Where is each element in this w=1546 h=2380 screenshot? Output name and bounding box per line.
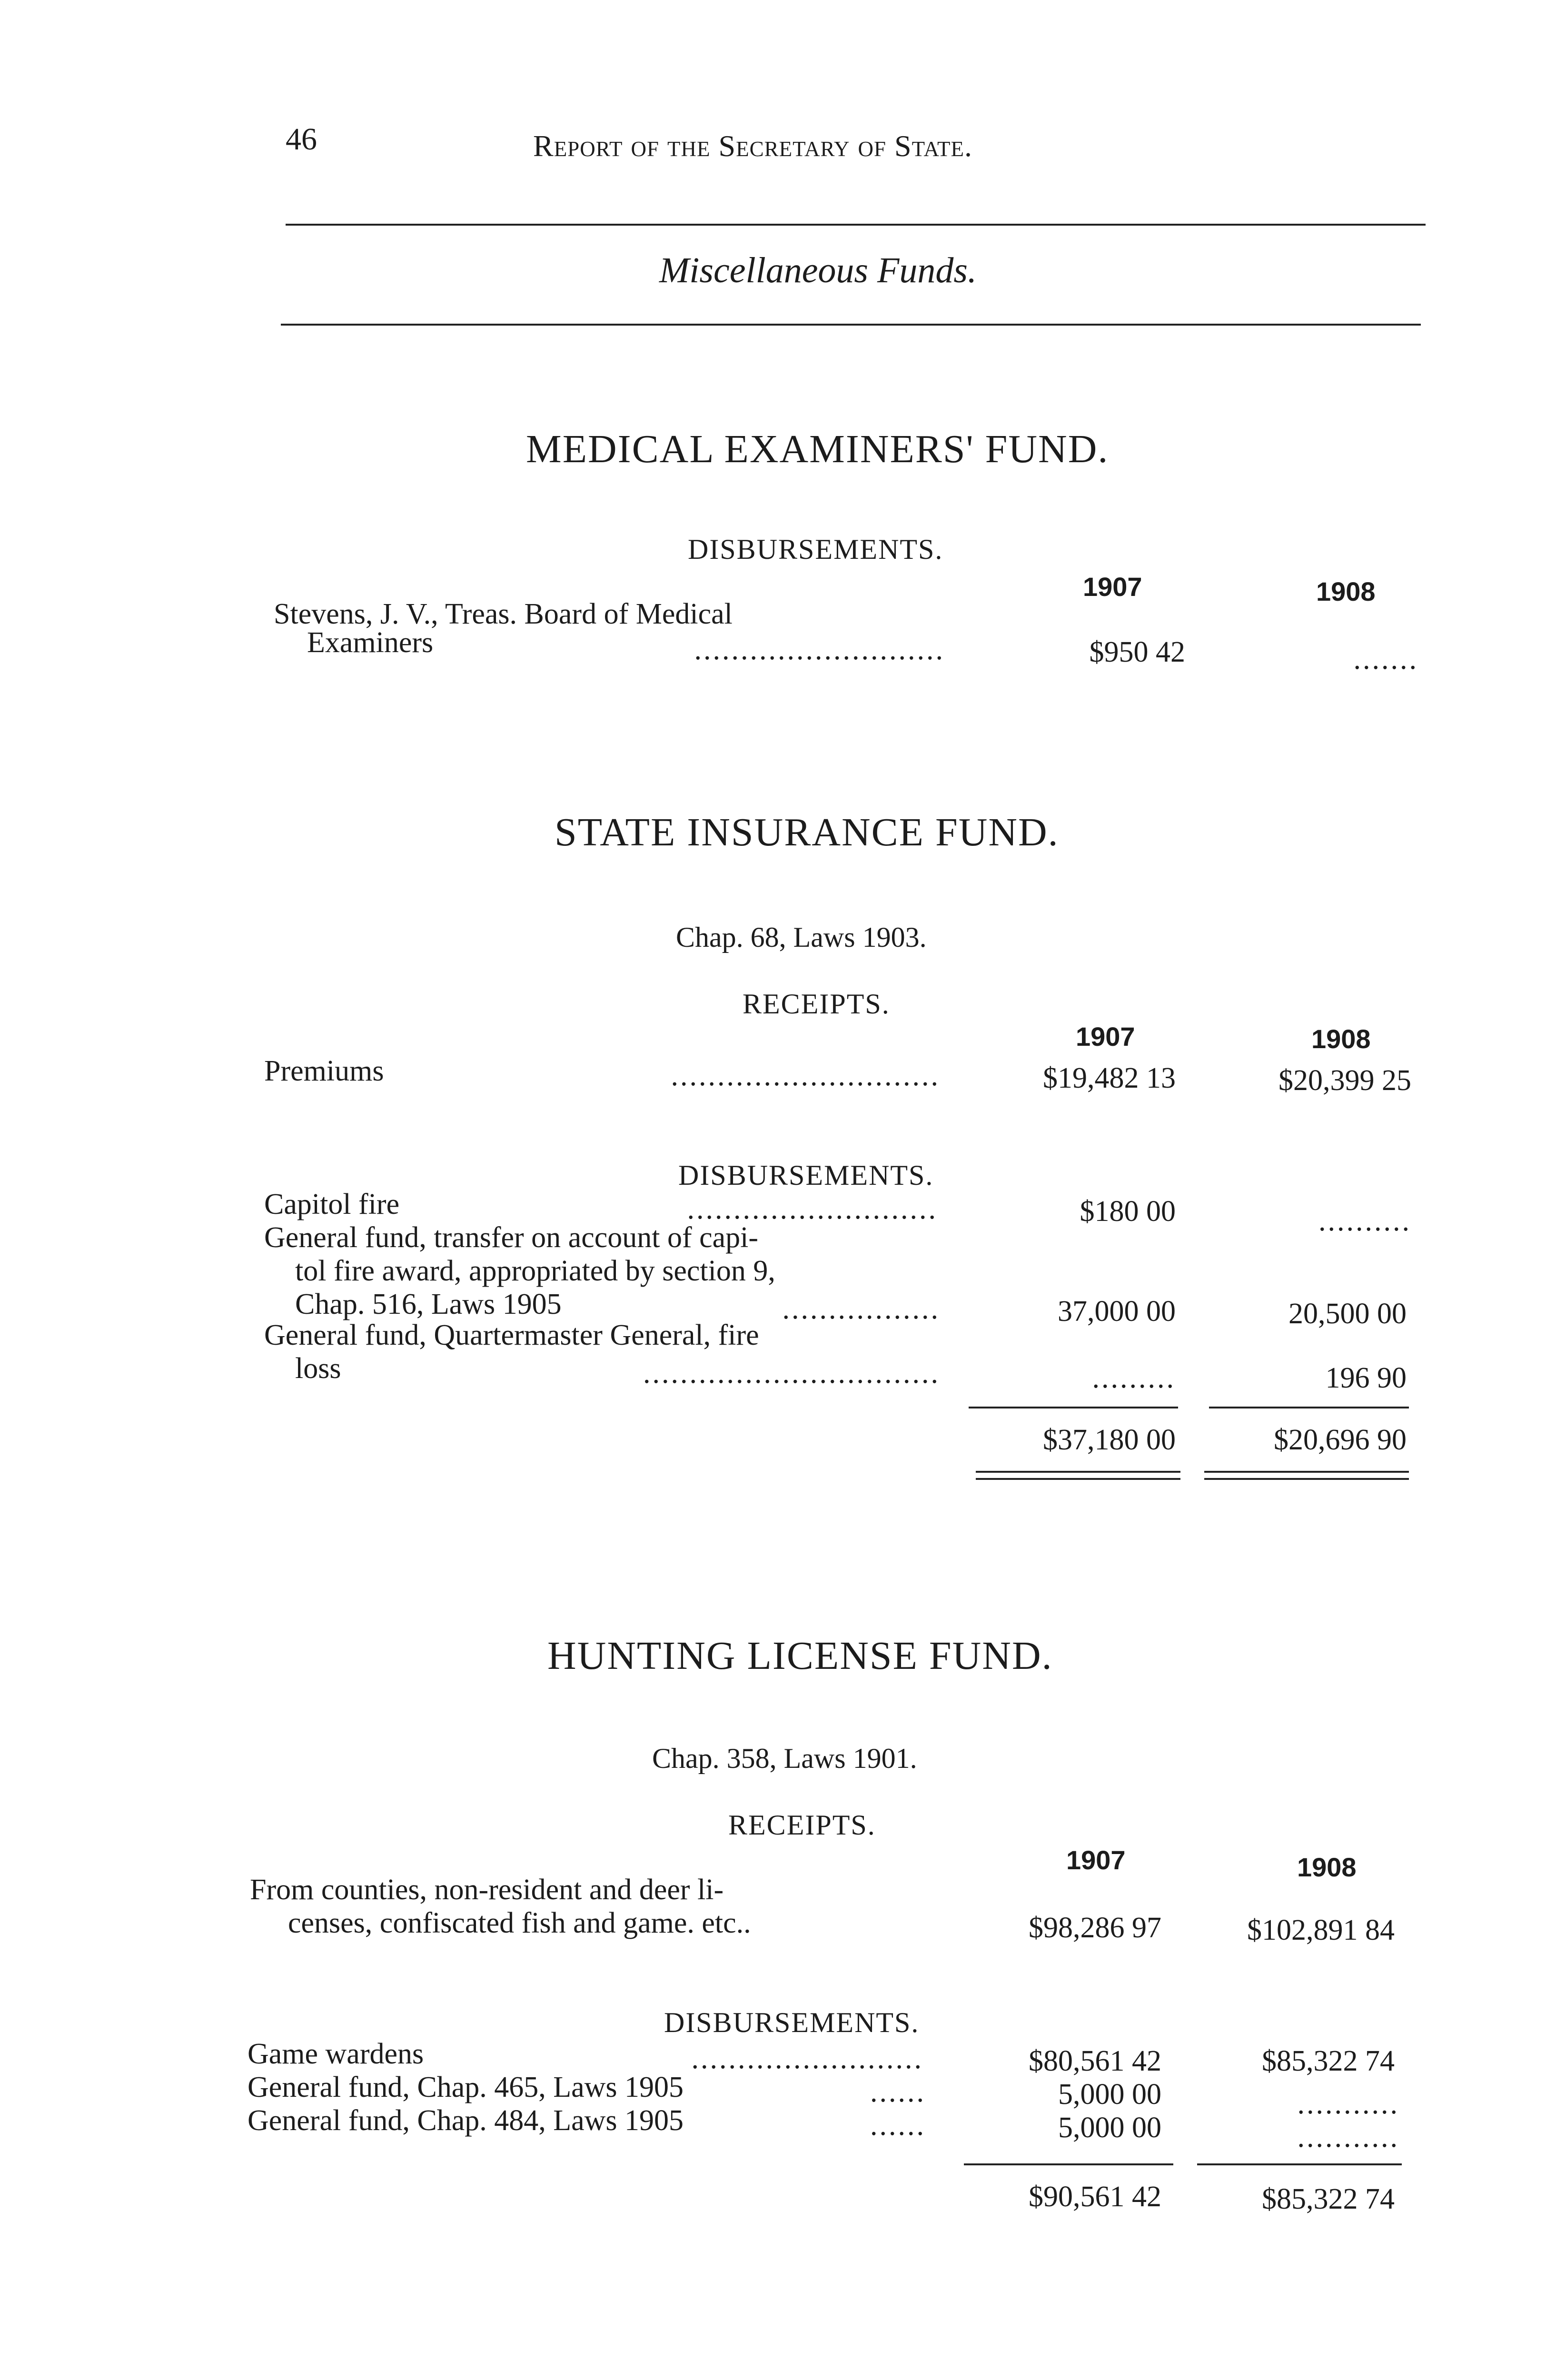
insurance-fund-title: STATE INSURANCE FUND.	[555, 810, 1059, 854]
medical-fund-title: MEDICAL EXAMINERS' FUND.	[526, 427, 1109, 471]
medical-year-1908: 1908	[1316, 576, 1376, 606]
capitol-fire-leader: ...........................	[687, 1193, 938, 1225]
game-wardens-leader: .........................	[691, 2043, 923, 2075]
insurance-total-double-rule-1908-b	[1204, 1478, 1409, 1480]
insurance-total-1908: $20,696 90	[1274, 1424, 1407, 1456]
hunting-total-1908: $85,322 74	[1262, 2183, 1395, 2215]
insurance-total-rule-1908	[1209, 1407, 1409, 1408]
general-transfer-line2: tol fire award, appropriated by section 9,	[295, 1255, 775, 1287]
premiums-1907: $19,482 13	[1043, 1062, 1176, 1094]
general-quartermaster-line1: General fund, Quartermaster General, fire	[264, 1319, 759, 1351]
premiums-1908: $20,399 25	[1278, 1064, 1411, 1097]
premiums-label: Premiums	[264, 1055, 384, 1087]
counties-1907: $98,286 97	[1029, 1912, 1161, 1944]
running-head: Report of the Secretary of State.	[533, 129, 972, 163]
hunting-disbursements-heading: DISBURSEMENTS.	[664, 2007, 920, 2038]
insurance-total-double-rule-1907-a	[976, 1471, 1180, 1473]
general-quartermaster-leader: ................................	[643, 1357, 940, 1389]
medical-disbursements-heading: DISBURSEMENTS.	[688, 534, 943, 565]
general-transfer-line1: General fund, transfer on account of capi-	[264, 1221, 759, 1254]
medical-row-label-line1: Stevens, J. V., Treas. Board of Medical	[274, 598, 733, 630]
capitol-fire-1908: ..........	[1318, 1205, 1411, 1237]
general-484-leader: ......	[870, 2109, 926, 2142]
game-wardens-1908: $85,322 74	[1262, 2045, 1395, 2077]
insurance-receipts-year-1907: 1907	[1076, 1021, 1135, 1051]
general-transfer-leader: .................	[782, 1293, 940, 1325]
medical-row-1907: $950 42	[1089, 636, 1185, 668]
insurance-total-1907: $37,180 00	[1043, 1424, 1176, 1456]
general-465-1908: ...........	[1297, 2088, 1399, 2120]
counties-line1: From counties, non-resident and deer li-	[250, 1874, 724, 1906]
insurance-chapter: Chap. 68, Laws 1903.	[676, 922, 927, 953]
capitol-fire-label: Capitol fire	[264, 1188, 400, 1220]
section-title: Miscellaneous Funds.	[659, 250, 977, 290]
general-transfer-1908: 20,500 00	[1288, 1298, 1407, 1330]
page-number: 46	[286, 122, 317, 157]
premiums-leader: .............................	[671, 1060, 940, 1092]
hunting-total-rule-1907	[964, 2163, 1173, 2165]
general-transfer-1907: 37,000 00	[1058, 1295, 1176, 1328]
medical-row-1908: .......	[1353, 643, 1418, 675]
counties-1908: $102,891 84	[1247, 1914, 1395, 1946]
insurance-receipts-heading: RECEIPTS.	[743, 988, 890, 1020]
general-465-1907: 5,000 00	[1058, 2078, 1161, 2111]
hunting-chapter: Chap. 358, Laws 1901.	[652, 1743, 917, 1774]
hunting-receipts-heading: RECEIPTS.	[728, 1809, 876, 1841]
insurance-total-double-rule-1907-b	[976, 1478, 1180, 1480]
game-wardens-label: Game wardens	[248, 2038, 424, 2070]
insurance-receipts-year-1908: 1908	[1311, 1024, 1371, 1054]
medical-row-label-line2: Examiners	[307, 626, 434, 659]
general-transfer-line3: Chap. 516, Laws 1905	[295, 1288, 562, 1320]
general-484-1908: ...........	[1297, 2121, 1399, 2153]
header-rule-bottom	[281, 324, 1421, 326]
general-quartermaster-1907: .........	[1092, 1362, 1176, 1394]
insurance-total-double-rule-1908-a	[1204, 1471, 1409, 1473]
hunting-total-1907: $90,561 42	[1029, 2181, 1161, 2213]
general-465-label: General fund, Chap. 465, Laws 1905	[248, 2071, 684, 2103]
general-484-1907: 5,000 00	[1058, 2112, 1161, 2144]
counties-line2: censes, confiscated fish and game. etc..	[288, 1907, 751, 1939]
insurance-disbursements-heading: DISBURSEMENTS.	[678, 1160, 934, 1191]
general-quartermaster-1908: 196 90	[1325, 1362, 1407, 1394]
insurance-total-rule-1907	[969, 1407, 1178, 1408]
hunting-total-rule-1908	[1197, 2163, 1402, 2165]
capitol-fire-1907: $180 00	[1080, 1195, 1176, 1228]
hunting-year-1908: 1908	[1297, 1852, 1357, 1882]
general-484-label: General fund, Chap. 484, Laws 1905	[248, 2104, 684, 2137]
medical-year-1907: 1907	[1083, 572, 1142, 602]
medical-row-leader: ...........................	[694, 634, 945, 666]
game-wardens-1907: $80,561 42	[1029, 2045, 1161, 2077]
hunting-year-1907: 1907	[1066, 1845, 1126, 1875]
header-rule-top	[286, 224, 1426, 226]
general-quartermaster-line2: loss	[295, 1352, 341, 1385]
hunting-fund-title: HUNTING LICENSE FUND.	[547, 1634, 1053, 1678]
general-465-leader: ......	[870, 2076, 926, 2108]
